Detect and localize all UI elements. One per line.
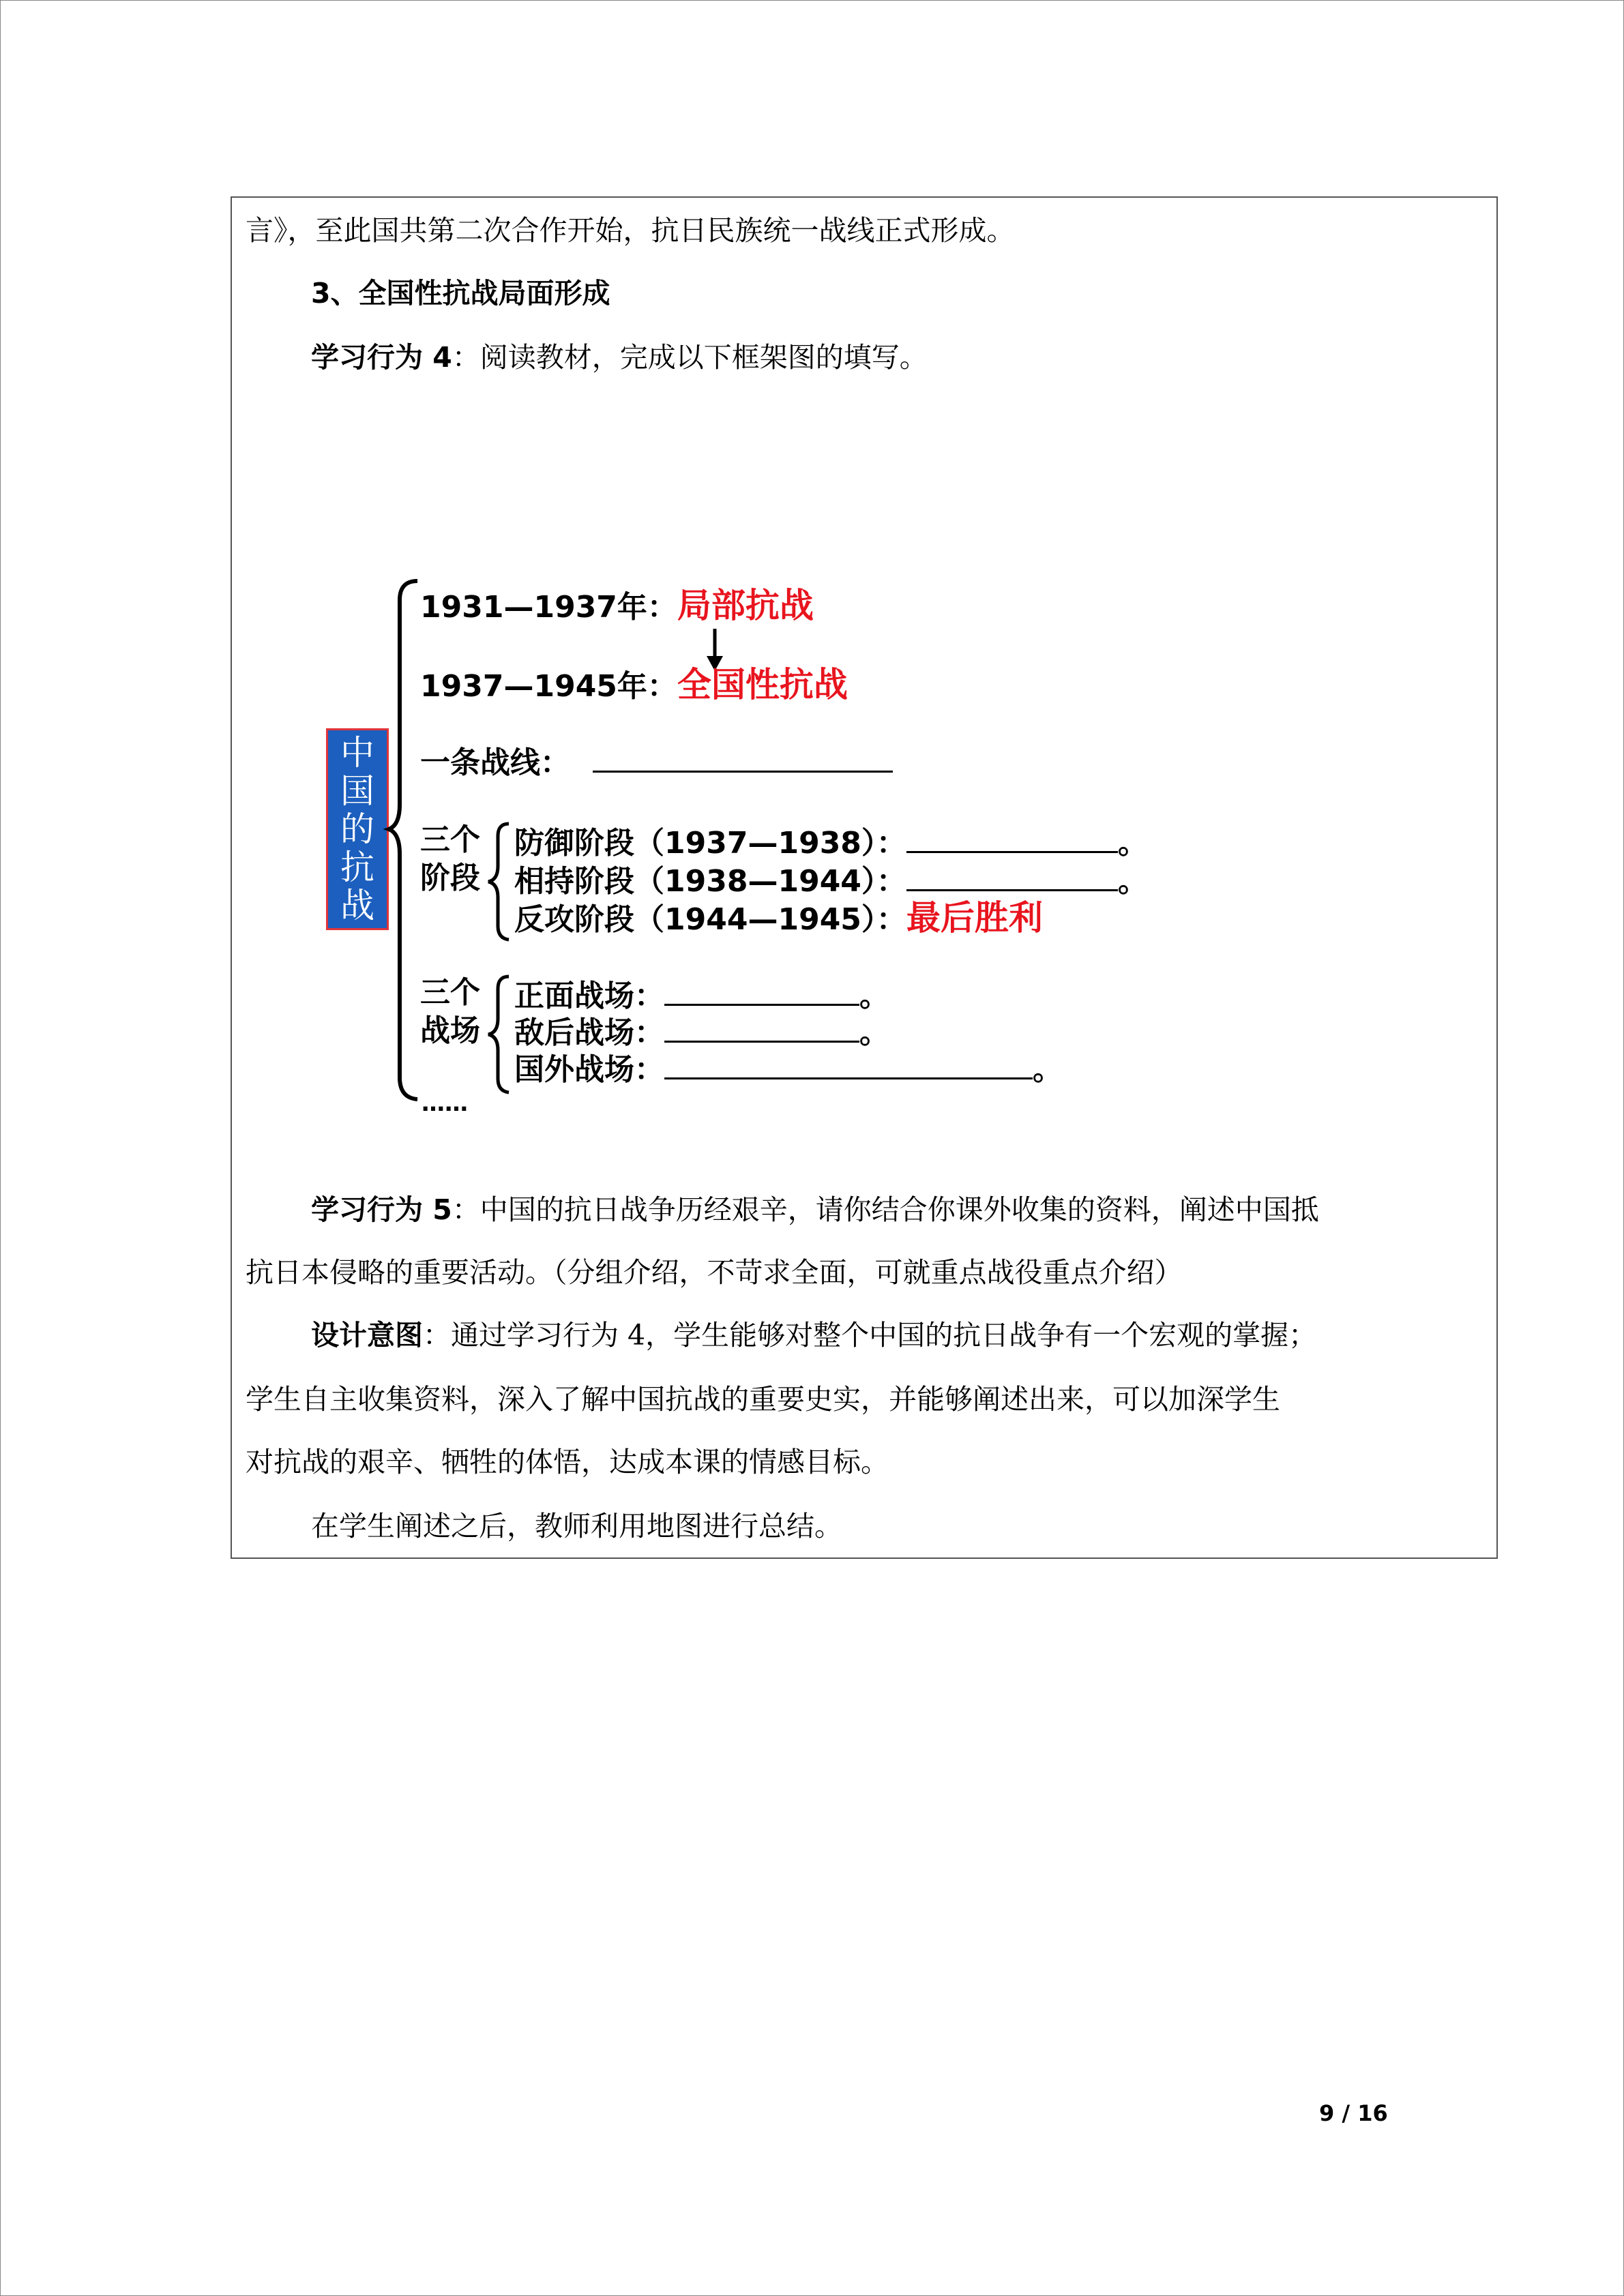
row3-label: 一条战线： <box>420 745 570 780</box>
design-intent-line2: 学生自主收集资料，深入了解中国抗战的重要史实，并能够阐述出来，可以加深学生 <box>246 1383 1280 1416</box>
row2-answer: 全国性抗战 <box>677 665 848 704</box>
fields-label-top: 三个 <box>420 975 480 1010</box>
row2-period: 1937—1945年： <box>420 669 677 704</box>
activity-4-text: ：阅读教材，完成以下框架图的填写。 <box>452 341 928 374</box>
field-front <box>514 976 889 1014</box>
design-intent <box>311 1315 1316 1356</box>
field3-blank <box>664 1050 1033 1079</box>
field-rear <box>514 1013 889 1051</box>
activity-4-label: 学习行为 4 <box>311 341 452 374</box>
stage2-blank <box>906 862 1118 891</box>
row-national-war <box>420 667 848 704</box>
fields-label-bottom: 战场 <box>420 1013 480 1048</box>
stages-brace <box>488 824 509 940</box>
stages-label-top: 三个 <box>420 822 480 857</box>
diagram-title: 中国的抗战 <box>340 733 374 925</box>
stage3-label: 反攻阶段（1944—1945）： <box>514 902 906 937</box>
design-intent-text: ：通过学习行为 4，学生能够对整个中国的抗日战争有一个宏观的掌握； <box>423 1319 1317 1352</box>
activity-5-label: 学习行为 5 <box>311 1193 452 1226</box>
closing-line: 在学生阐述之后，教师利用地图进行总结。 <box>311 1510 842 1542</box>
design-intent-line3: 对抗战的艰辛、牺牲的体悟，达成本课的情感目标。 <box>246 1446 889 1478</box>
field3-label: 国外战场： <box>514 1052 664 1087</box>
stage2-label: 相持阶段（1938—1944）： <box>514 864 906 899</box>
diagram-ellipsis: …… <box>422 1090 468 1117</box>
stage-stalemate <box>514 862 1148 899</box>
field1-period: 。 <box>859 979 889 1013</box>
activity-5-text: ：中国的抗日战争历经艰辛，请你结合你课外收集的资料，阐述中国抵 <box>452 1193 1319 1226</box>
field-overseas <box>514 1050 1063 1088</box>
fields-brace <box>488 976 509 1092</box>
front-blank <box>593 743 893 773</box>
activity-5-line2: 抗日本侵略的重要活动。（分组介绍，不苛求全面，可就重点战役重点介绍） <box>246 1256 1183 1289</box>
field2-label: 敌后战场： <box>514 1015 664 1050</box>
stage-defense <box>514 824 1148 861</box>
field2-blank <box>664 1013 859 1043</box>
field1-blank <box>664 976 859 1006</box>
stage-counteroffensive <box>514 900 1043 938</box>
field1-label: 正面战场： <box>514 979 664 1013</box>
stage1-label: 防御阶段（1937—1938）： <box>514 826 906 861</box>
field3-period: 。 <box>1033 1052 1063 1087</box>
stage1-blank <box>906 824 1118 853</box>
row-united-front <box>420 743 893 781</box>
page-number: 9 / 16 <box>1319 2100 1388 2126</box>
row-local-war <box>420 588 814 625</box>
stages-label-bottom: 阶段 <box>420 861 480 895</box>
field2-period: 。 <box>859 1015 889 1050</box>
stage1-period: 。 <box>1117 826 1148 861</box>
section-heading: 3、全国性抗战局面形成 <box>311 277 610 310</box>
paragraph-line: 言》，至此国共第二次合作开始，抗日民族统一战线正式形成。 <box>246 214 1015 247</box>
row1-answer: 局部抗战 <box>677 586 814 625</box>
design-intent-label: 设计意图 <box>311 1319 423 1352</box>
activity-5 <box>311 1189 1319 1230</box>
stage3-answer: 最后胜利 <box>906 898 1043 938</box>
row1-period: 1931—1937年： <box>420 590 677 625</box>
stage2-period: 。 <box>1117 864 1148 899</box>
main-brace <box>389 581 417 1099</box>
